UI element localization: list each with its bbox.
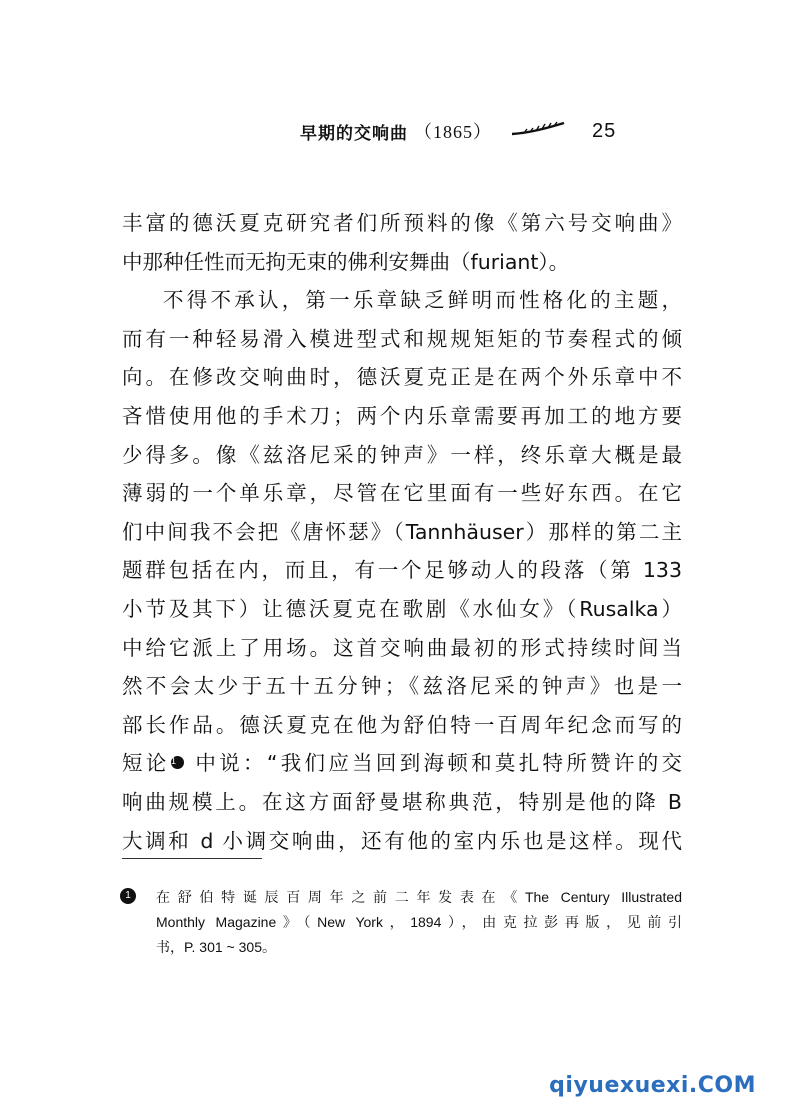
footnote-line: 书，P. 301 ~ 305。	[156, 939, 276, 955]
text-line	[122, 397, 682, 436]
text-line	[122, 243, 682, 282]
text-line	[122, 204, 682, 243]
line-text: 短论	[122, 751, 170, 776]
line-text: 而有一种轻易滑入模进型式和规规矩矩的节奏程式的倾	[122, 326, 682, 351]
text-line	[122, 436, 682, 475]
line-text: 响曲规模上。在这方面舒曼堪称典范，特别是他的降 B	[122, 789, 682, 814]
line-text: 丰富的德沃夏克研究者们所预料的像《第六号交响曲》	[122, 211, 682, 235]
footnote-line: Monthly Magazine》（New York，1894），由克拉彭再版，见前引	[156, 914, 682, 930]
line-text: 题群包括在内，而且，有一个足够动人的段落（第 133	[122, 558, 682, 583]
line-text: 中给它派上了用场。这首交响曲最初的形式持续时间当	[122, 635, 682, 660]
text-line	[122, 358, 682, 397]
line-text: 小节及其下）让德沃夏克在歌剧《水仙女》（Rusalka）	[122, 596, 682, 621]
line-text: 向。在修改交响曲时，德沃夏克正是在两个外乐章中不	[122, 365, 682, 390]
line-text: 们中间我不会把《唐怀瑟》（Tannhäuser）那样的第二主	[122, 519, 682, 544]
text-line	[122, 706, 682, 745]
body-paragraphs	[122, 204, 682, 860]
line-text: 薄弱的一个单乐章，尽管在它里面有一些好东西。在它	[122, 481, 682, 506]
line-text: 然不会太少于五十五分钟；《兹洛尼采的钟声》也是一	[122, 674, 682, 699]
text-line	[122, 474, 682, 513]
text-line	[122, 629, 682, 668]
line-text: 少得多。像《兹洛尼采的钟声》一样，终乐章大概是最	[122, 442, 682, 467]
footnote-line: 在舒伯特诞辰百周年之前二年发表在《The Century Illustrated	[156, 889, 682, 905]
line-text: 中说：“我们应当回到海顿和莫扎特所赞许的交	[185, 751, 683, 776]
flourish-ornament-icon	[510, 121, 566, 142]
line-text: 大调和 d 小调交响曲，还有他的室内乐也是这样。现代	[122, 828, 682, 853]
footnote-ref-icon[interactable]: 1	[171, 756, 184, 769]
site-watermark: qiyuexuexi.COM	[549, 1073, 756, 1098]
text-line	[122, 744, 682, 783]
text-line	[122, 320, 682, 359]
line-text: 中那种任性而无拘无束的佛利安舞曲（furiant）。	[122, 249, 570, 274]
text-line	[122, 783, 682, 822]
footnote-marker-icon: 1	[120, 888, 136, 904]
footnote	[125, 885, 682, 960]
text-line	[122, 281, 682, 320]
text-line	[122, 667, 682, 706]
running-header	[300, 118, 616, 144]
line-text: 部长作品。德沃夏克在他为舒伯特一百周年纪念而写的	[122, 712, 682, 737]
line-text: 吝惜使用他的手术刀；两个内乐章需要再加工的地方要	[122, 403, 682, 428]
text-line	[122, 822, 682, 861]
page-number: 25	[592, 119, 617, 142]
text-line	[122, 551, 682, 590]
text-line	[122, 590, 682, 629]
text-line	[122, 513, 682, 552]
line-text: 不得不承认，第一乐章缺乏鲜明而性格化的主题，	[163, 288, 682, 313]
header-title: 早期的交响曲	[300, 123, 408, 144]
header-year: （1865）	[414, 122, 492, 142]
footnote-separator	[122, 858, 262, 859]
